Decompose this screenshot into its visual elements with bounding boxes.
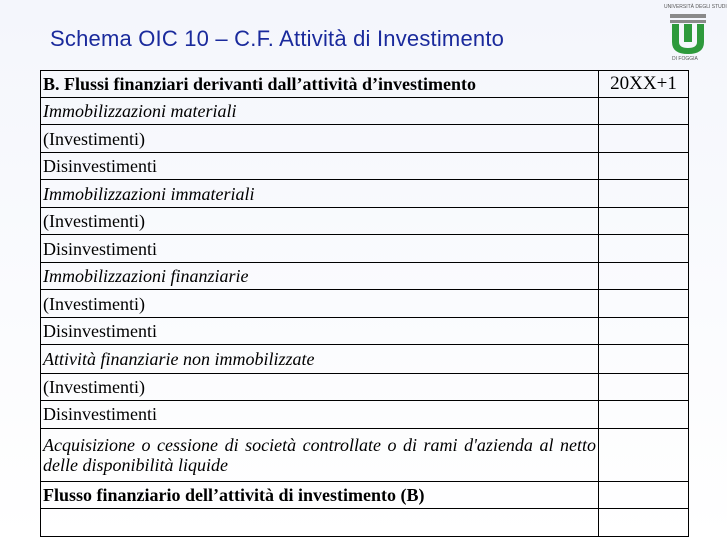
row-label: Acquisizione o cessione di società controllate o di rami d'azienda al netto delle disponibilità liquide — [41, 428, 599, 481]
table-row — [41, 180, 689, 208]
table-row — [41, 508, 689, 536]
row-value-cell — [599, 180, 689, 208]
row-value-cell — [599, 263, 689, 290]
row-value-cell — [599, 98, 689, 125]
logo-caption-top: UNIVERSITÀ DEGLI STUDI — [664, 4, 727, 10]
table-row — [41, 125, 689, 153]
row-label — [41, 508, 599, 536]
logo-caption-bottom: DI FOGGIA — [672, 56, 698, 62]
row-label: Immobilizzazioni immateriali — [41, 180, 599, 208]
row-label: Immobilizzazioni materiali — [41, 98, 599, 125]
cash-flow-investing-table — [40, 70, 689, 537]
row-label: Disinvestimenti — [41, 318, 599, 345]
table-row — [41, 345, 689, 373]
table-row — [41, 208, 689, 235]
row-value-cell — [599, 235, 689, 263]
row-label: (Investimenti) — [41, 290, 599, 318]
row-value-cell — [599, 208, 689, 235]
table-row — [41, 98, 689, 125]
slide-title: Schema OIC 10 – C.F. Attività di Investimento — [50, 26, 505, 51]
row-value-cell — [599, 400, 689, 428]
table-row — [41, 235, 689, 263]
table-row — [41, 428, 689, 481]
university-logo — [660, 2, 727, 66]
row-value-cell — [599, 481, 689, 508]
row-label: (Investimenti) — [41, 125, 599, 153]
section-header-label: B. Flussi finanziari derivanti dall’attività d’investimento — [41, 71, 599, 98]
table-row — [41, 373, 689, 400]
row-value-cell — [599, 125, 689, 153]
row-value-cell — [599, 153, 689, 180]
row-value-cell — [599, 428, 689, 481]
year-column-header: 20XX+1 — [599, 71, 689, 98]
row-value-cell — [599, 290, 689, 318]
table-row — [41, 263, 689, 290]
table-row — [41, 400, 689, 428]
table-row — [41, 481, 689, 508]
row-label: (Investimenti) — [41, 373, 599, 400]
table-header-row — [41, 71, 689, 98]
table-row — [41, 290, 689, 318]
row-value-cell — [599, 345, 689, 373]
row-label: Attività finanziarie non immobilizzate — [41, 345, 599, 373]
row-value-cell — [599, 373, 689, 400]
logo-emblem-icon — [666, 12, 710, 56]
row-label: Disinvestimenti — [41, 400, 599, 428]
table-row — [41, 318, 689, 345]
row-value-cell — [599, 318, 689, 345]
row-label: Disinvestimenti — [41, 153, 599, 180]
row-label: Disinvestimenti — [41, 235, 599, 263]
row-label: Immobilizzazioni finanziarie — [41, 263, 599, 290]
row-label: Flusso finanziario dell’attività di investimento (B) — [41, 481, 599, 508]
row-value-cell — [599, 508, 689, 536]
row-label: (Investimenti) — [41, 208, 599, 235]
table-row — [41, 153, 689, 180]
